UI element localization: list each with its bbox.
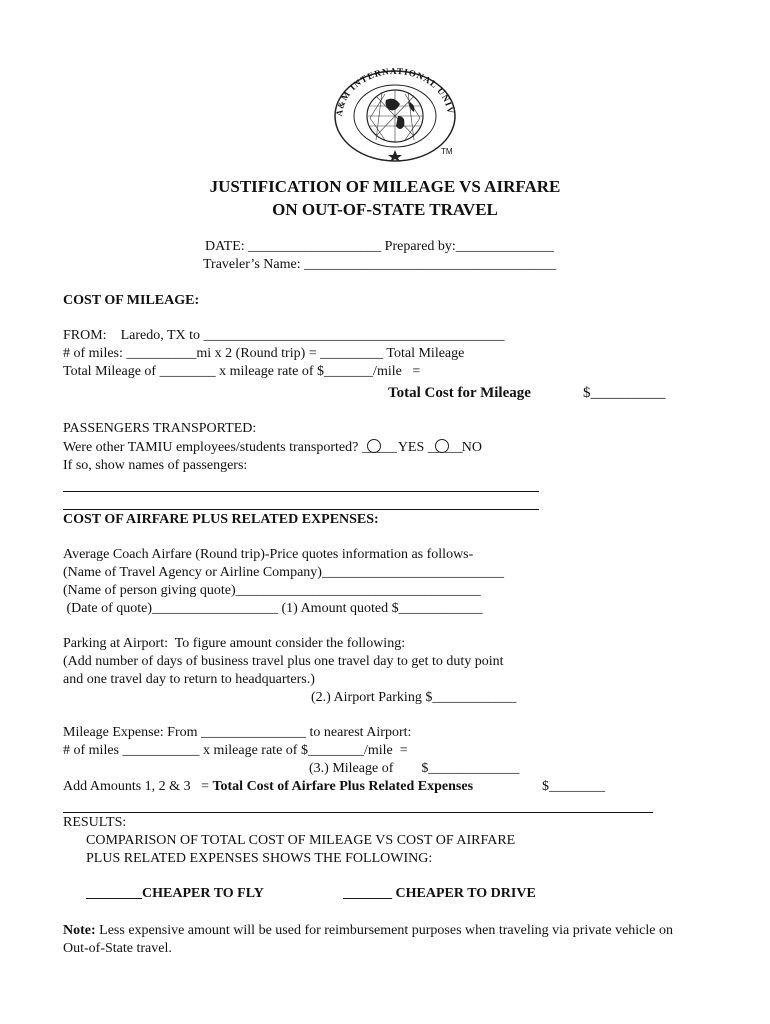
- travel-agency-field[interactable]: (Name of Travel Agency or Airline Company)__________________________: [63, 565, 504, 580]
- passengers-heading: PASSENGERS TRANSPORTED:: [63, 421, 257, 436]
- passengers-question: Were other TAMIU employees/students transported?: [63, 440, 362, 455]
- parking-instructions-1: Parking at Airport: To figure amount consider the following:: [63, 636, 406, 651]
- results-divider: [63, 812, 653, 813]
- results-comparison-line-2: PLUS RELATED EXPENSES SHOWS THE FOLLOWING:: [86, 851, 433, 866]
- mileage-expense-miles-field[interactable]: # of miles ___________ x mileage rate of $________/mile =: [63, 743, 408, 758]
- total-airfare-label: Total Cost of Airfare Plus Related Expenses: [212, 779, 474, 794]
- airfare-quotes-intro: Average Coach Airfare (Round trip)-Price quotes information as follows-: [63, 547, 474, 562]
- number-of-miles-field[interactable]: # of miles: __________mi x 2 (Round trip) = _________ Total Mileage: [63, 346, 465, 361]
- note-label: Note:: [63, 923, 96, 938]
- passengers-question-row: [63, 439, 482, 457]
- yes-blank: _____: [361, 440, 397, 455]
- cost-of-airfare-heading: COST OF AIRFARE PLUS RELATED EXPENSES:: [63, 512, 379, 527]
- no-label: NO: [461, 440, 482, 455]
- quote-date-amount-field[interactable]: (Date of quote)__________________ (1) Amount quoted $____________: [63, 601, 483, 616]
- quote-person-field[interactable]: (Name of person giving quote)___________________________________: [63, 583, 481, 598]
- total-cost-mileage-label: Total Cost for Mileage: [388, 385, 531, 401]
- seal-text: A&M INTERNATIONAL UNIV: [333, 66, 456, 117]
- trademark-mark: TM: [441, 147, 453, 156]
- mileage-of-amount-field[interactable]: (3.) Mileage of $_____________: [309, 761, 520, 776]
- cheaper-to-fly-option[interactable]: ________CHEAPER TO FLY: [86, 886, 264, 901]
- results-comparison-line-1: COMPARISON OF TOTAL COST OF MILEAGE VS COST OF AIRFARE: [86, 833, 516, 848]
- passenger-names-prompt: If so, show names of passengers:: [63, 458, 248, 473]
- add-amounts-row: [63, 778, 473, 796]
- results-heading: RESULTS:: [63, 815, 127, 830]
- yes-label: YES: [397, 440, 428, 455]
- no-radio[interactable]: [435, 439, 449, 453]
- traveler-name-field[interactable]: Traveler’s Name: ____________________________________: [203, 257, 557, 272]
- reimbursement-note: [63, 922, 673, 940]
- parking-instructions-2: (Add number of days of business travel plus one travel day to get to duty point: [63, 654, 504, 669]
- passenger-names-line-1[interactable]: [63, 491, 539, 492]
- note-text: Less expensive amount will be used for reimbursement purposes when traveling via private vehicle on: [95, 923, 673, 938]
- total-mileage-rate-field[interactable]: Total Mileage of ________ x mileage rate of $_______/mile =: [63, 364, 421, 379]
- cost-of-mileage-heading: COST OF MILEAGE:: [63, 293, 200, 308]
- total-cost-mileage-field[interactable]: $__________: [583, 385, 666, 401]
- airport-parking-field[interactable]: (2.) Airport Parking $____________: [311, 690, 517, 705]
- mileage-from-field[interactable]: FROM: Laredo, TX to ___________________________________________: [63, 328, 505, 343]
- passenger-names-line-2[interactable]: [63, 509, 539, 510]
- add-amounts-prefix: Add Amounts 1, 2 & 3 =: [63, 779, 213, 794]
- no-blank: _____: [427, 440, 463, 455]
- date-prepared-by-field[interactable]: DATE: ___________________ Prepared by:______________: [205, 239, 554, 254]
- parking-instructions-3: and one travel day to return to headquarters.): [63, 672, 315, 687]
- mileage-expense-from-field[interactable]: Mileage Expense: From _______________ to nearest Airport:: [63, 725, 412, 740]
- reimbursement-note-continued: Out-of-State travel.: [63, 941, 172, 956]
- cheaper-to-drive-option[interactable]: _______ CHEAPER TO DRIVE: [343, 886, 536, 901]
- form-title-line-1: JUSTIFICATION OF MILEAGE VS AIRFARE: [209, 177, 561, 196]
- form-title-line-2: ON OUT-OF-STATE TRAVEL: [272, 200, 498, 219]
- total-airfare-field[interactable]: $________: [542, 779, 605, 794]
